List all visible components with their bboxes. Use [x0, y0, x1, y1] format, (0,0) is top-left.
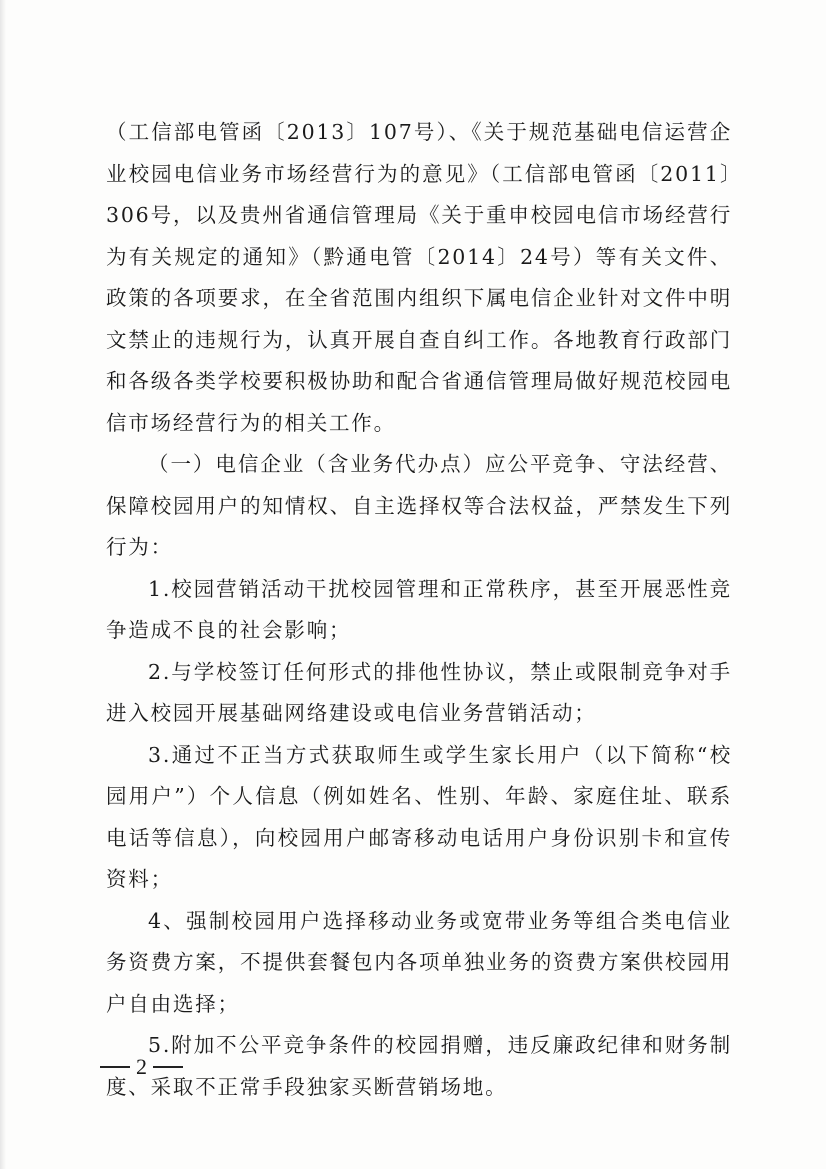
- paragraph-item-5: 5.附加不公平竞争条件的校园捐赠，违反廉政纪律和财务制度、采取不正常手段独家买断营销场地。: [106, 1033, 732, 1099]
- page-edge-shadow: [0, 0, 6, 1169]
- document-body: [106, 112, 732, 1108]
- paragraph-item-4: 4、强制校园用户选择移动业务或宽带业务等组合类电信业务资费方案，不提供套餐包内各项单独业务的资费方案供校园用户自由选择；: [106, 908, 732, 1016]
- footer-dash-left: [100, 1066, 130, 1068]
- paragraph-section-1: （一）电信企业（含业务代办点）应公平竞争、守法经营、保障校园用户的知情权、自主选择权等合法权益，严禁发生下列行为：: [106, 452, 732, 559]
- paragraph-item-3: 3.通过不正当方式获取师生或学生家长用户（以下简称“校园用户”）个人信息（例如姓名、性别、年龄、家庭住址、联系电话等信息），向校园用户邮寄移动电话用户身份识别卡和宣传资料；: [106, 742, 732, 891]
- paragraph-item-2: 2.与学校签订任何形式的排他性协议，禁止或限制竞争对手进入校园开展基础网络建设或电信业务营销活动；: [106, 659, 732, 725]
- paragraph-item-1: 1.校园营销活动干扰校园管理和正常秩序，甚至开展恶性竞争造成不良的社会影响；: [106, 576, 732, 642]
- paragraph-intro-continuation: （工信部电管函〔2013〕107号）、《关于规范基础电信运营企业校园电信业务市场经营行为的意见》（工信部电管函〔2011〕306号，以及贵州省通信管理局《关于重申校园电信市场经营行为有关规定的通知》（黔通电管〔2014〕24号）等有关文件、政策的各项要求，在全省范围内组织下属电信企业针对文件中明文禁止的违规行为，认真开展自查自纠工作。各地教育行政部门和各级各类学校要积极协助和配合省通信管理局做好规范校园电信市场经营行为的相关工作。: [106, 120, 732, 435]
- page-footer: [100, 1054, 183, 1080]
- page-number: 2: [136, 1054, 147, 1079]
- footer-dash-right: [153, 1066, 183, 1068]
